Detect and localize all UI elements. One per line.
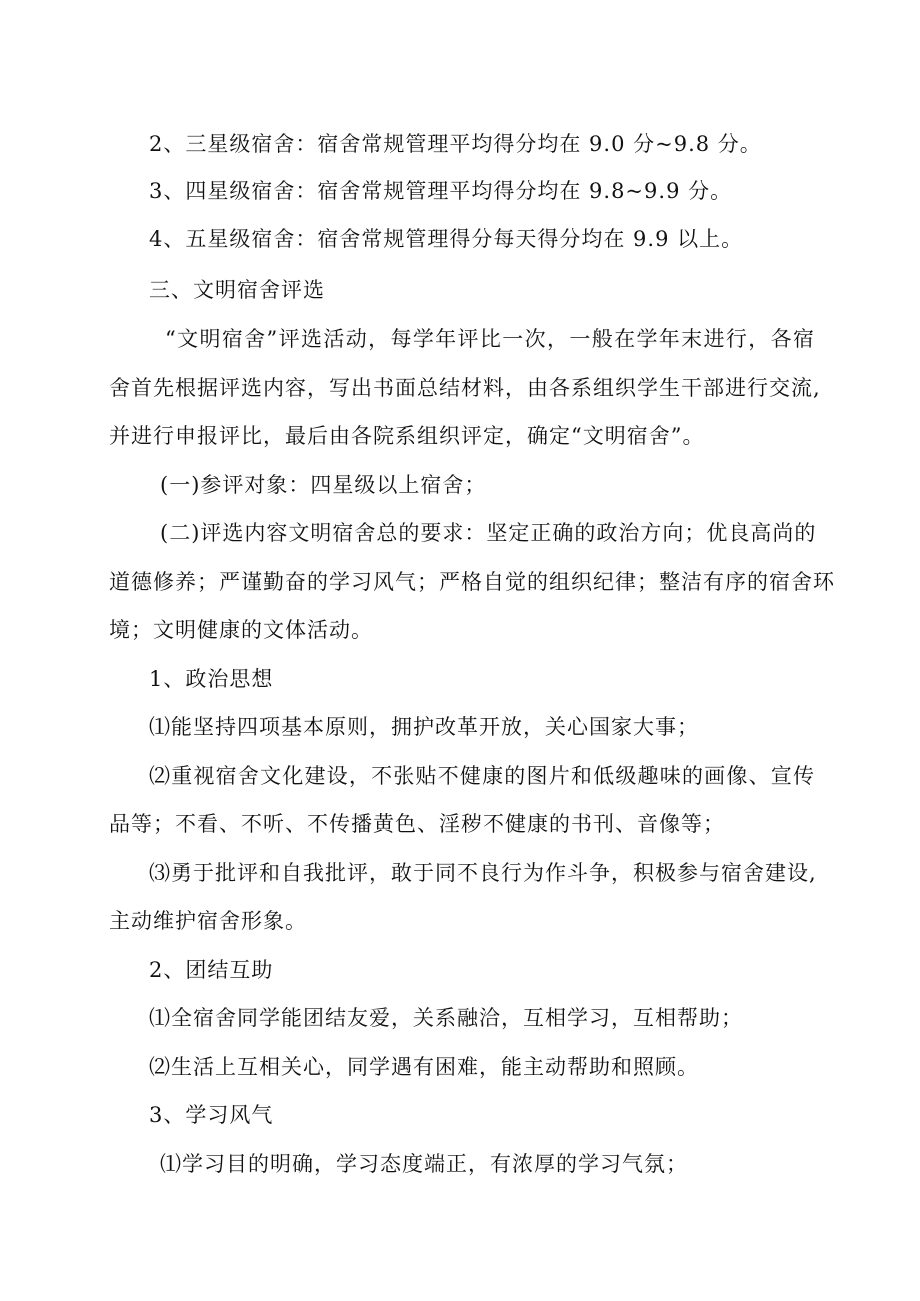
paragraph-line: 舍首先根据评选内容，写出书面总结材料，由各系组织学生干部进行交流, (109, 376, 821, 400)
list-item: ⑴全宿舍同学能团结友爱，关系融洽，互相学习，互相帮助； (149, 1006, 743, 1030)
rating-three-star-line: 2、三星级宿舍：宿舍常规管理平均得分均在 9.0 分~9.8 分。 (149, 132, 762, 156)
list-item: ⑶勇于批评和自我批评，敢于同不良行为作斗争，积极参与宿舍建设, (149, 861, 817, 885)
subheading-political-thought: 1、政治思想 (149, 667, 274, 691)
paragraph-line: (二)评选内容文明宿舍总的要求：坚定正确的政治方向；优良高尚的 (160, 521, 817, 545)
rating-five-star-line: 4、五星级宿舍：宿舍常规管理得分每天得分均在 9.9 以上。 (149, 227, 744, 251)
paragraph-line: 境；文明健康的文体活动。 (109, 618, 373, 642)
list-item: ⑵重视宿舍文化建设，不张贴不健康的图片和低级趣味的画像、宣传 (149, 764, 815, 788)
rating-four-star-line: 3、四星级宿舍：宿舍常规管理平均得分均在 9.8~9.9 分。 (149, 179, 733, 203)
paragraph-line: “文明宿舍”评选活动，每学年评比一次，一般在学年末进行，各宿 (165, 327, 815, 351)
list-item-continuation: 主动维护宿舍形象。 (109, 909, 307, 933)
eligibility-line: (一)参评对象：四星级以上宿舍； (160, 473, 487, 497)
paragraph-line: 并进行申报评比，最后由各院系组织评定，确定“文明宿舍”。 (109, 424, 705, 448)
list-item: ⑴学习目的明确，学习态度端正，有浓厚的学习气氛； (160, 1152, 688, 1176)
list-item-continuation: 品等；不看、不听、不传播黄色、淫秽不健康的书刊、音像等； (109, 812, 725, 836)
list-item: ⑵生活上互相关心，同学遇有困难，能主动帮助和照顾。 (149, 1055, 699, 1079)
section-heading-civilized-dorm: 三、文明宿舍评选 (149, 278, 325, 302)
subheading-study-atmosphere: 3、学习风气 (149, 1103, 274, 1127)
subheading-unity-mutual-help: 2、团结互助 (149, 958, 274, 982)
list-item: ⑴能坚持四项基本原则，拥护改革开放，关心国家大事； (149, 715, 699, 739)
paragraph-line: 道德修养；严谨勤奋的学习风气；严格自觉的组织纪律；整洁有序的宿舍环 (109, 570, 835, 594)
